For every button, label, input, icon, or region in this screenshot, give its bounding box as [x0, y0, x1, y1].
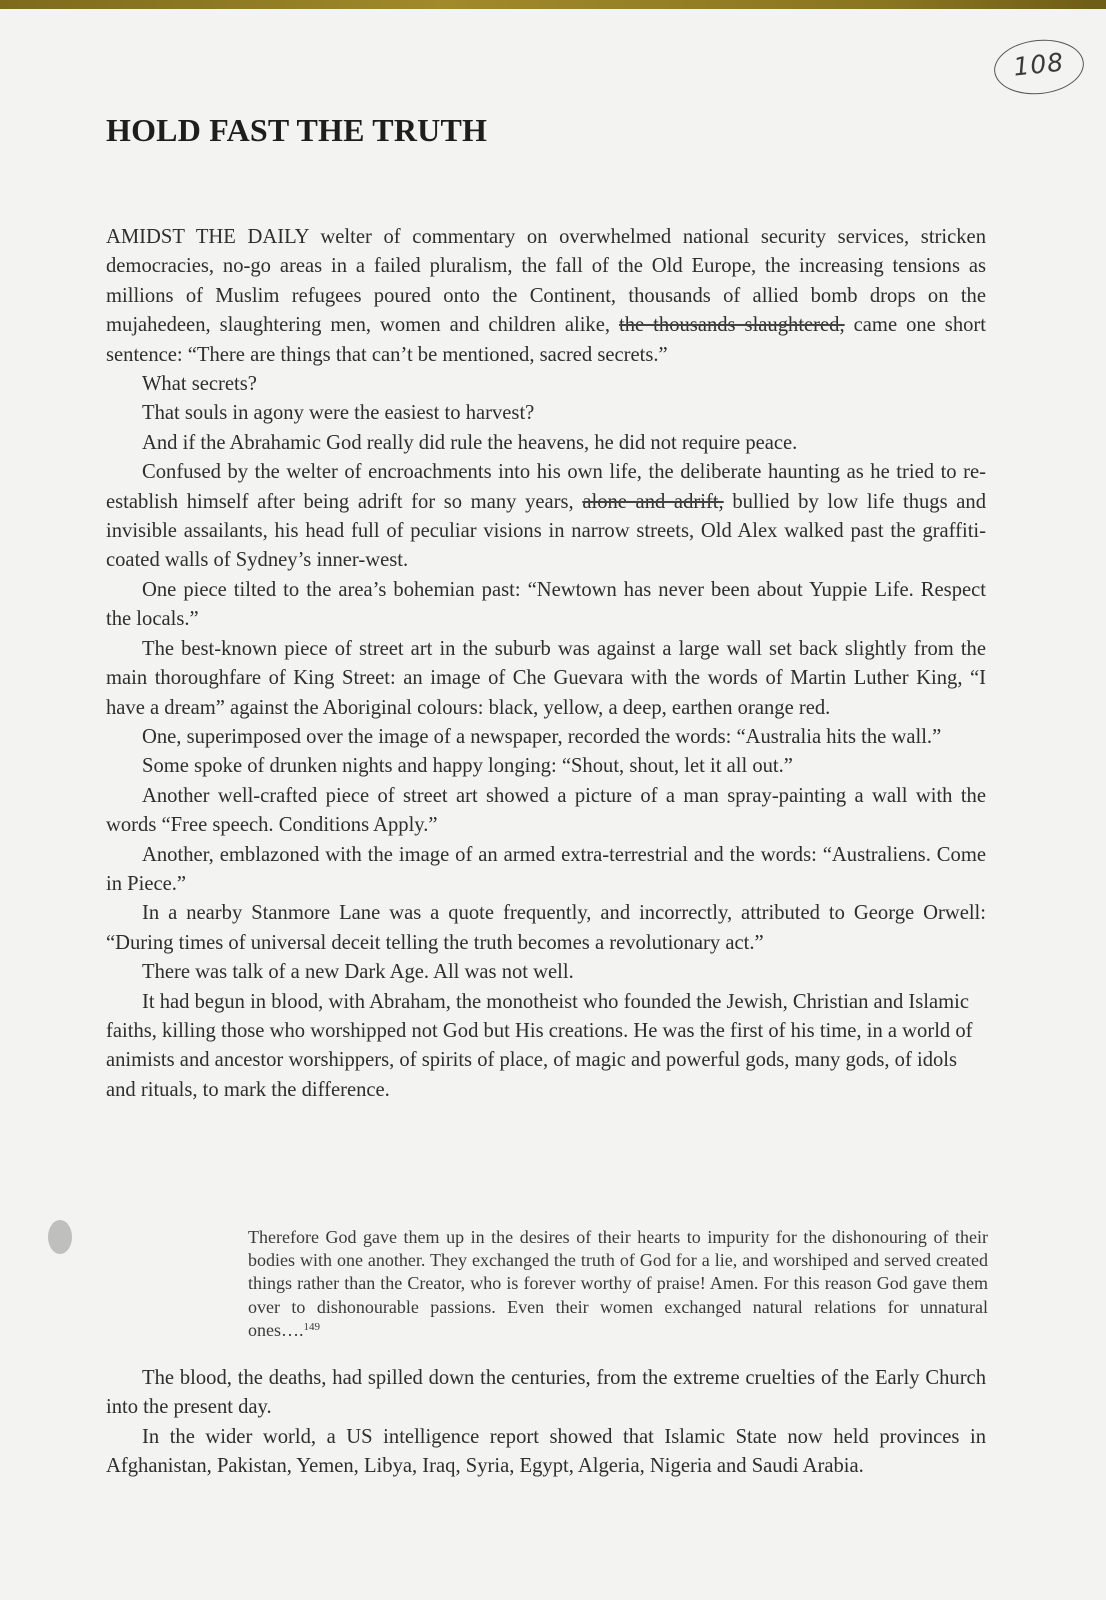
page-number: 108	[1012, 47, 1066, 82]
struck-text: alone and adrift,	[582, 490, 724, 513]
footnote-marker: 149	[303, 1320, 320, 1333]
body-text-section-2	[106, 1364, 986, 1482]
paragraph: It had begun in blood, with Abraham, the monotheist who founded the Jewish, Christian and Islamic faiths, killing those who worshipped not God but His creations. He was the first of his time, in a world of animists and ancestor worshippers, of spirits of place, of magic and powerful gods, many gods, of idols and rituals, to mark the difference.	[106, 990, 973, 1101]
body-text-section-1	[106, 223, 986, 1105]
block-quote-paragraph	[248, 1226, 988, 1342]
paragraph: Another well-crafted piece of street art showed a picture of a man spray-painting a wall with the words “Free speech. Conditions Apply.”	[106, 784, 986, 837]
confused-paragraph	[106, 458, 986, 576]
paragraph: One piece tilted to the area’s bohemian past: “Newtown has never been about Yuppie Life. Respect the locals.”	[106, 578, 986, 631]
confused-lead: Confused by the welter of encroachments into his own life, the deliberate haunting as he tried to re-establish himself after being adrift for so many years,	[106, 461, 986, 513]
paragraph: The best-known piece of street art in the suburb was against a large wall set back slightly from the main thoroughfare of King Street: an image of Che Guevara with the words of Martin Luther King, “I have a dream” against the Aboriginal colours: black, yellow, a deep, earthen orange red.	[106, 637, 986, 719]
chapter-title: HOLD FAST THE TRUTH	[106, 112, 488, 148]
page-number-circle	[991, 35, 1086, 98]
scan-smudge	[48, 1220, 72, 1254]
paragraph: One, superimposed over the image of a newspaper, recorded the words: “Australia hits the wall.”	[142, 725, 942, 748]
page-top-edge	[0, 0, 1106, 9]
block-quote-text: Therefore God gave them up in the desires of their hearts to impurity for the dishonouring of their bodies with one another. They exchanged the truth of God for a lie, and worshiped and served created things rather than the Creator, who is forever worthy of praise! Amen. For this reason God gave them over to dishonourable passions. Even their women exchanged natural relations for unnatural ones….	[248, 1227, 988, 1340]
opening-tail: came one short sentence: “There are things that can’t be mentioned, sacred secrets.”	[106, 314, 986, 366]
paragraph: The blood, the deaths, had spilled down the centuries, from the extreme cruelties of the Early Church into the present day.	[106, 1367, 986, 1419]
paragraph: In the wider world, a US intelligence report showed that Islamic State now held provinces in Afghanistan, Pakistan, Yemen, Libya, Iraq, Syria, Egypt, Algeria, Nigeria and Saudi Arabia.	[106, 1425, 986, 1478]
block-quote	[248, 1226, 988, 1342]
paragraph: What secrets?	[142, 373, 257, 396]
paragraph: Another, emblazoned with the image of an armed extra-terrestrial and the words: “Australiens. Come in Piece.”	[106, 843, 986, 895]
opening-lead: AMIDST THE DAILY welter of commentary on overwhelmed national security services, stricken democracies, no-go areas in a failed pluralism, the fall of the Old Europe, the increasing tensions as millions of Muslim refugees poured onto the Continent, thousands of allied bomb drops on the mujahedeen, slaughtering men, women and children alike,	[106, 226, 986, 337]
struck-text: the thousands slaughtered,	[619, 314, 845, 337]
paragraph: That souls in agony were the easiest to harvest?	[142, 402, 535, 425]
paragraph: Some spoke of drunken nights and happy longing: “Shout, shout, let it all out.”	[142, 755, 793, 778]
opening-paragraph	[106, 223, 986, 370]
paragraph: There was talk of a new Dark Age. All was not well.	[142, 961, 574, 984]
paragraph: And if the Abrahamic God really did rule the heavens, he did not require peace.	[142, 431, 798, 454]
paragraph: In a nearby Stanmore Lane was a quote frequently, and incorrectly, attributed to George Orwell: “During times of universal deceit telling the truth becomes a revolutionary act.”	[106, 902, 986, 954]
confused-tail: bullied by low life thugs and invisible assailants, his head full of peculiar visions in narrow streets, Old Alex walked past the graffiti-coated walls of Sydney’s inner-west.	[106, 490, 986, 572]
